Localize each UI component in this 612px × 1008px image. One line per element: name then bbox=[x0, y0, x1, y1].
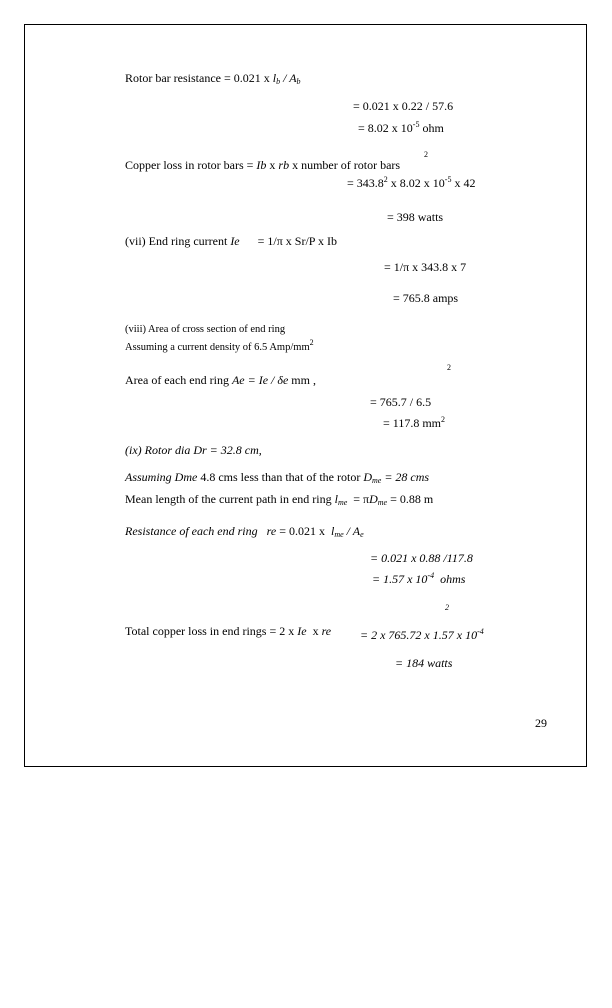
total-loss-exponent: 2 bbox=[445, 603, 449, 612]
mean-length-line: Mean length of the current path in end ring $l_{me} = \pi D_{me} = 0.88$ m bbox=[125, 492, 434, 507]
copper-loss-bars-result: = 398 watts bbox=[387, 210, 444, 224]
copper-loss-bars-line: Copper loss in rotor bars = Ib x rb x number of rotor bars bbox=[125, 158, 401, 172]
rotor-bar-resistance-step1: = 0.021 x 0.22 / 57.6 bbox=[353, 99, 454, 113]
page-frame bbox=[24, 24, 587, 767]
page-number: 29 bbox=[535, 716, 547, 730]
copper-loss-exponent: 2 bbox=[424, 150, 428, 159]
area-end-ring-heading: (viii) Area of cross section of end ring bbox=[125, 324, 286, 335]
total-copper-loss-line: Total copper loss in end rings = 2 x Ie x re bbox=[125, 624, 332, 638]
end-ring-current-result: = 765.8 amps bbox=[393, 291, 459, 305]
rotor-bar-resistance-result: = 8.02 x $10^{-5}$ ohm bbox=[358, 120, 444, 135]
end-ring-resistance-step1: = 0.021 x 0.88 /117.8 bbox=[370, 551, 473, 565]
rotor-bar-resistance-line: Rotor bar resistance = 0.021 x $l_b / A_b$ bbox=[125, 71, 301, 86]
area-end-ring-step1: = 765.7 / 6.5 bbox=[370, 395, 432, 409]
current-density-assumption: Assuming a current density of 6.5 Amp/$mm^2$ bbox=[125, 338, 314, 353]
area-end-ring-line: Area of each end ring Ae = Ie / δe mm , bbox=[125, 373, 316, 387]
end-ring-current-line: (vii) End ring current Ie = 1/π x Sr/P x Ib bbox=[125, 234, 338, 248]
end-ring-current-step1: = 1/π x 343.8 x 7 bbox=[384, 260, 467, 274]
dme-assumption-line: Assuming Dme 4.8 cms less than that of the rotor $D_{me} = 28$ cms bbox=[125, 470, 430, 485]
area-exponent: 2 bbox=[447, 363, 451, 372]
end-ring-resistance-result: = 1.57 x $10^{-4}$ ohms bbox=[372, 571, 466, 586]
copper-loss-bars-step1: = $343.8^2$ x 8.02 x $10^{-5}$ x 42 bbox=[347, 175, 476, 190]
area-end-ring-result: = 117.8 $mm^2$ bbox=[383, 415, 445, 430]
rotor-dia-line: (ix) Rotor dia Dr = 32.8 cm, bbox=[125, 443, 262, 457]
total-copper-loss-result: = 184 watts bbox=[395, 656, 453, 670]
end-ring-resistance-line: Resistance of each end ring re = 0.021 x $l_{me} / A_e$ bbox=[125, 524, 364, 539]
total-copper-loss-step1: = 2 x 765.72 x 1.57 x $10^{-4}$ bbox=[360, 627, 484, 642]
